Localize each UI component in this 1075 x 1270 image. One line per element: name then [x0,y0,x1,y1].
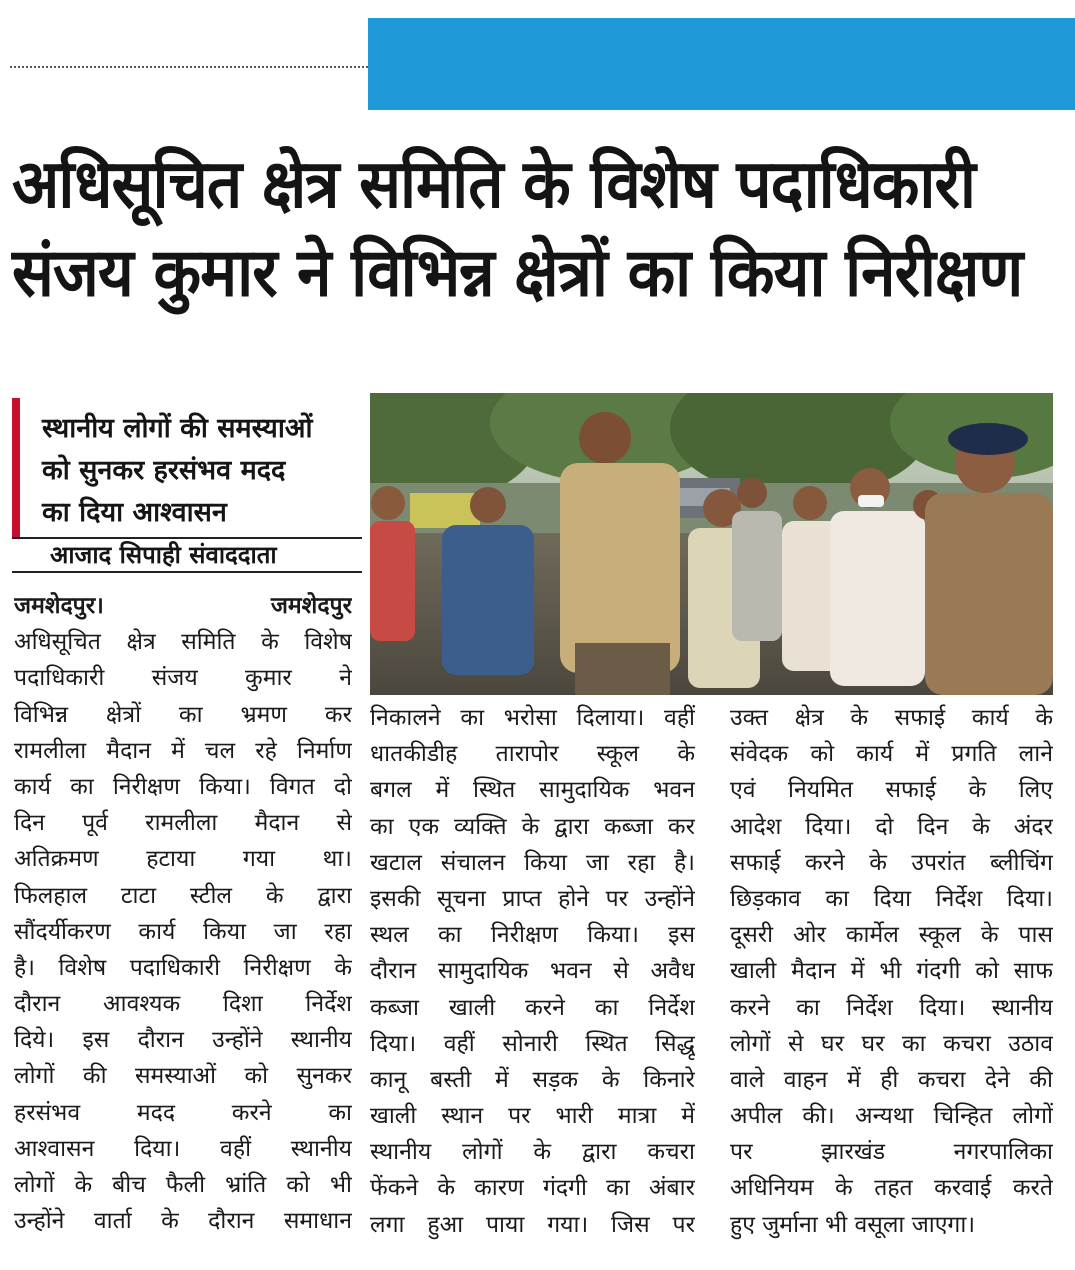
article-line: दूसरी ओर कार्मेल स्कूल के पास [730,922,1053,949]
article-line: लोगों की समस्याओं को सुनकर [14,1063,352,1090]
article-line: सफाई करने के उपरांत ब्लीचिंग [730,849,1053,876]
article-line: दिन पूर्व रामलीला मैदान से [14,810,352,837]
article-line: उक्त क्षेत्र के सफाई कार्य के [730,705,1053,731]
article-line: हुए जुर्माना भी वसूला जाएगा। [730,1211,976,1238]
article-column-2 [370,700,695,1243]
article-line: खटाल संचालन किया जा रहा है। [370,849,695,876]
article-line: दौरान आवश्यक दिशा निर्देश [14,991,352,1018]
article-line: धातकीडीह तारापोर स्कूल के [370,741,695,768]
article-line: रामलीला मैदान में चल रहे निर्माण [14,737,352,764]
article-line: पर झारखंड नगरपालिका [730,1139,1053,1166]
article-line: सौंदर्यीकरण कार्य किया जा रहा [14,918,352,945]
article-line: लोगों से घर घर का कचरा उठाव [730,1030,1053,1057]
article-line: दौरान सामुदायिक भवन से अवैध [370,958,695,985]
headline [12,140,1067,317]
article-line: स्थल का निरीक्षण किया। इस [370,922,695,949]
article-line: आदेश दिया। दो दिन के अंदर [730,813,1053,840]
article-line: हरसंभव मदद करने का [14,1099,352,1126]
subheadline-line-2: को सुनकर हरसंभव मदद [42,455,286,486]
article-line: वाले वाहन में ही कचरा देने की [730,1066,1053,1093]
news-photo [370,393,1053,695]
article-line: पदाधिकारी संजय कुमार ने [14,665,352,692]
article-line: फेंकने के कारण गंदगी का अंबार [370,1175,695,1202]
article-line: अधिसूचित क्षेत्र समिति के विशेष [14,629,352,656]
article-line: अपील की। अन्यथा चिन्हित लोगों [730,1103,1053,1130]
article-line: आश्वासन दिया। वहीं स्थानीय [14,1135,352,1162]
article-line: जमशेदपुर। जमशेदपुर [14,593,352,619]
color-band [368,18,1075,110]
headline-line-2: संजय कुमार ने विभिन्न क्षेत्रों का किया निरीक्षण [12,232,1023,312]
article-line: कानू बस्ती में सड़क के किनारे [370,1066,695,1093]
article-line: लगा हुआ पाया गया। जिस पर [370,1211,695,1238]
article-line: अधिनियम के तहत करवाई करते [730,1175,1053,1202]
article-line: स्थानीय लोगों के द्वारा कचरा [370,1139,695,1166]
article-line: विभिन्न क्षेत्रों का भ्रमण कर [14,701,352,728]
headline-line-1: अधिसूचित क्षेत्र समिति के विशेष पदाधिकारी [12,144,975,224]
article-line: अतिक्रमण हटाया गया था। [14,846,352,873]
article-line: कब्जा खाली करने का निर्देश [370,994,695,1021]
article-line: फिलहाल टाटा स्टील के द्वारा [14,882,352,909]
article-column-1 [14,588,352,1239]
article-line: लोगों के बीच फैली भ्रांति को भी [14,1172,352,1198]
subheadline-line-1: स्थानीय लोगों की समस्याओं [42,413,313,444]
photo-illustration [370,393,1053,695]
subheadline-line-3: का दिया आश्वासन [42,497,227,528]
article-line: बगल में स्थित सामुदायिक भवन [370,777,695,804]
article-line: खाली स्थान पर भारी मात्रा में [370,1103,695,1130]
article-line: खाली मैदान में भी गंदगी को साफ [730,958,1053,985]
article-line: उन्होंने वार्ता के दौरान समाधान [14,1208,352,1235]
article-line: दिया। वहीं सोनारी स्थित सिद्धू [370,1030,695,1057]
dotted-rule [10,66,368,68]
article-column-3 [730,700,1053,1243]
article-line: दिये। इस दौरान उन्होंने स्थानीय [14,1027,352,1054]
article-line: है। विशेष पदाधिकारी निरीक्षण के [14,954,352,981]
article-line: करने का निर्देश दिया। स्थानीय [730,994,1053,1021]
subheadline [12,398,357,538]
article-line: एवं नियमित सफाई के लिए [730,777,1053,804]
article-line: निकालने का भरोसा दिलाया। वहीं [370,705,695,731]
article-line: इसकी सूचना प्राप्त होने पर उन्होंने [370,885,695,912]
article-line: छिड़काव का दिया निर्देश दिया। [730,885,1053,912]
byline: आजाद सिपाही संवाददाता [12,537,362,573]
article-line: का एक व्यक्ति के द्वारा कब्जा कर [370,813,695,840]
article-line: संवेदक को कार्य में प्रगति लाने [730,741,1053,768]
article-line: कार्य का निरीक्षण किया। विगत दो [14,773,352,800]
